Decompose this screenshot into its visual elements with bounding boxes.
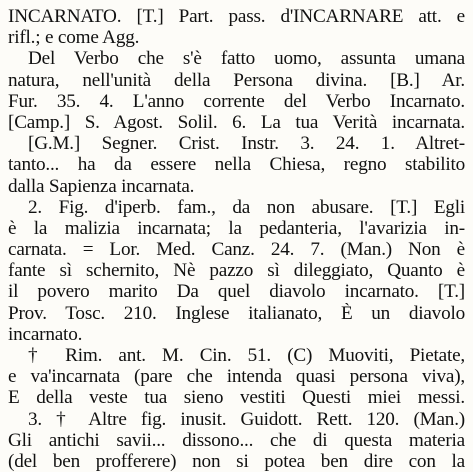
entry-line-8: tanto... ha da essere nella Chiesa, regno stabilito (8, 154, 465, 176)
entry-line-13: fante sì schernito, Nè pazzo sì dileggiato, Quanto è (8, 260, 465, 282)
entry-line-12: carnata. = Lor. Med. Canz. 24. 7. (Man.) Non è (8, 239, 465, 261)
entry-line-11: è la malizia incarnata; la pedanteria, l'avarizia in- (8, 217, 465, 239)
entry-line-9: dalla Sapienza incarnata. (8, 175, 195, 197)
entry-line-5: Fur. 35. 4. L'anno corrente del Verbo Incarnato. (8, 90, 465, 112)
entry-line-17: † Rim. ant. M. Cin. 51. (C) Muoviti, Pietate, (28, 345, 465, 366)
entry-line-21: Gli antichi savii... dissono... che di questa materia (8, 429, 465, 451)
entry-line-18: e va'incarnata (pare che intenda quasi persona viva), (8, 366, 465, 388)
entry-line-19: E della veste tua sieno vestiti Questi miei messi. (8, 387, 465, 409)
entry-line-3: Del Verbo che s'è fatto uomo, assunta umana (28, 48, 465, 70)
entry-line-22: (del ben profferere) non si potea ben dire con la (8, 450, 465, 472)
entry-line-1: INCARNATO. [T.] Part. pass. d'INCARNARE att. e (8, 6, 465, 27)
entry-line-2: rifl.; e come Agg. (8, 27, 140, 49)
entry-line-16: incarnato. (8, 323, 83, 345)
entry-line-4: natura, nell'unità della Persona divina. [B.] Ar. (8, 69, 465, 91)
entry-line-15: Prov. Tosc. 210. Inglese italianato, È un diavolo (8, 302, 465, 324)
entry-line-20: 3. † Altre fig. inusit. Guidott. Rett. 120. (Man.) (28, 408, 465, 430)
entry-line-14: il povero marito Da quel diavolo incarnato. [T.] (8, 281, 465, 303)
entry-line-7: [G.M.] Segner. Crist. Instr. 3. 24. 1. Altret- (28, 133, 465, 155)
entry-line-6: [Camp.] S. Agost. Solil. 6. La tua Verità incarnata. (8, 111, 465, 133)
entry-line-10: 2. Fig. d'iperb. fam., da non abusare. [T.] Egli (28, 196, 465, 218)
